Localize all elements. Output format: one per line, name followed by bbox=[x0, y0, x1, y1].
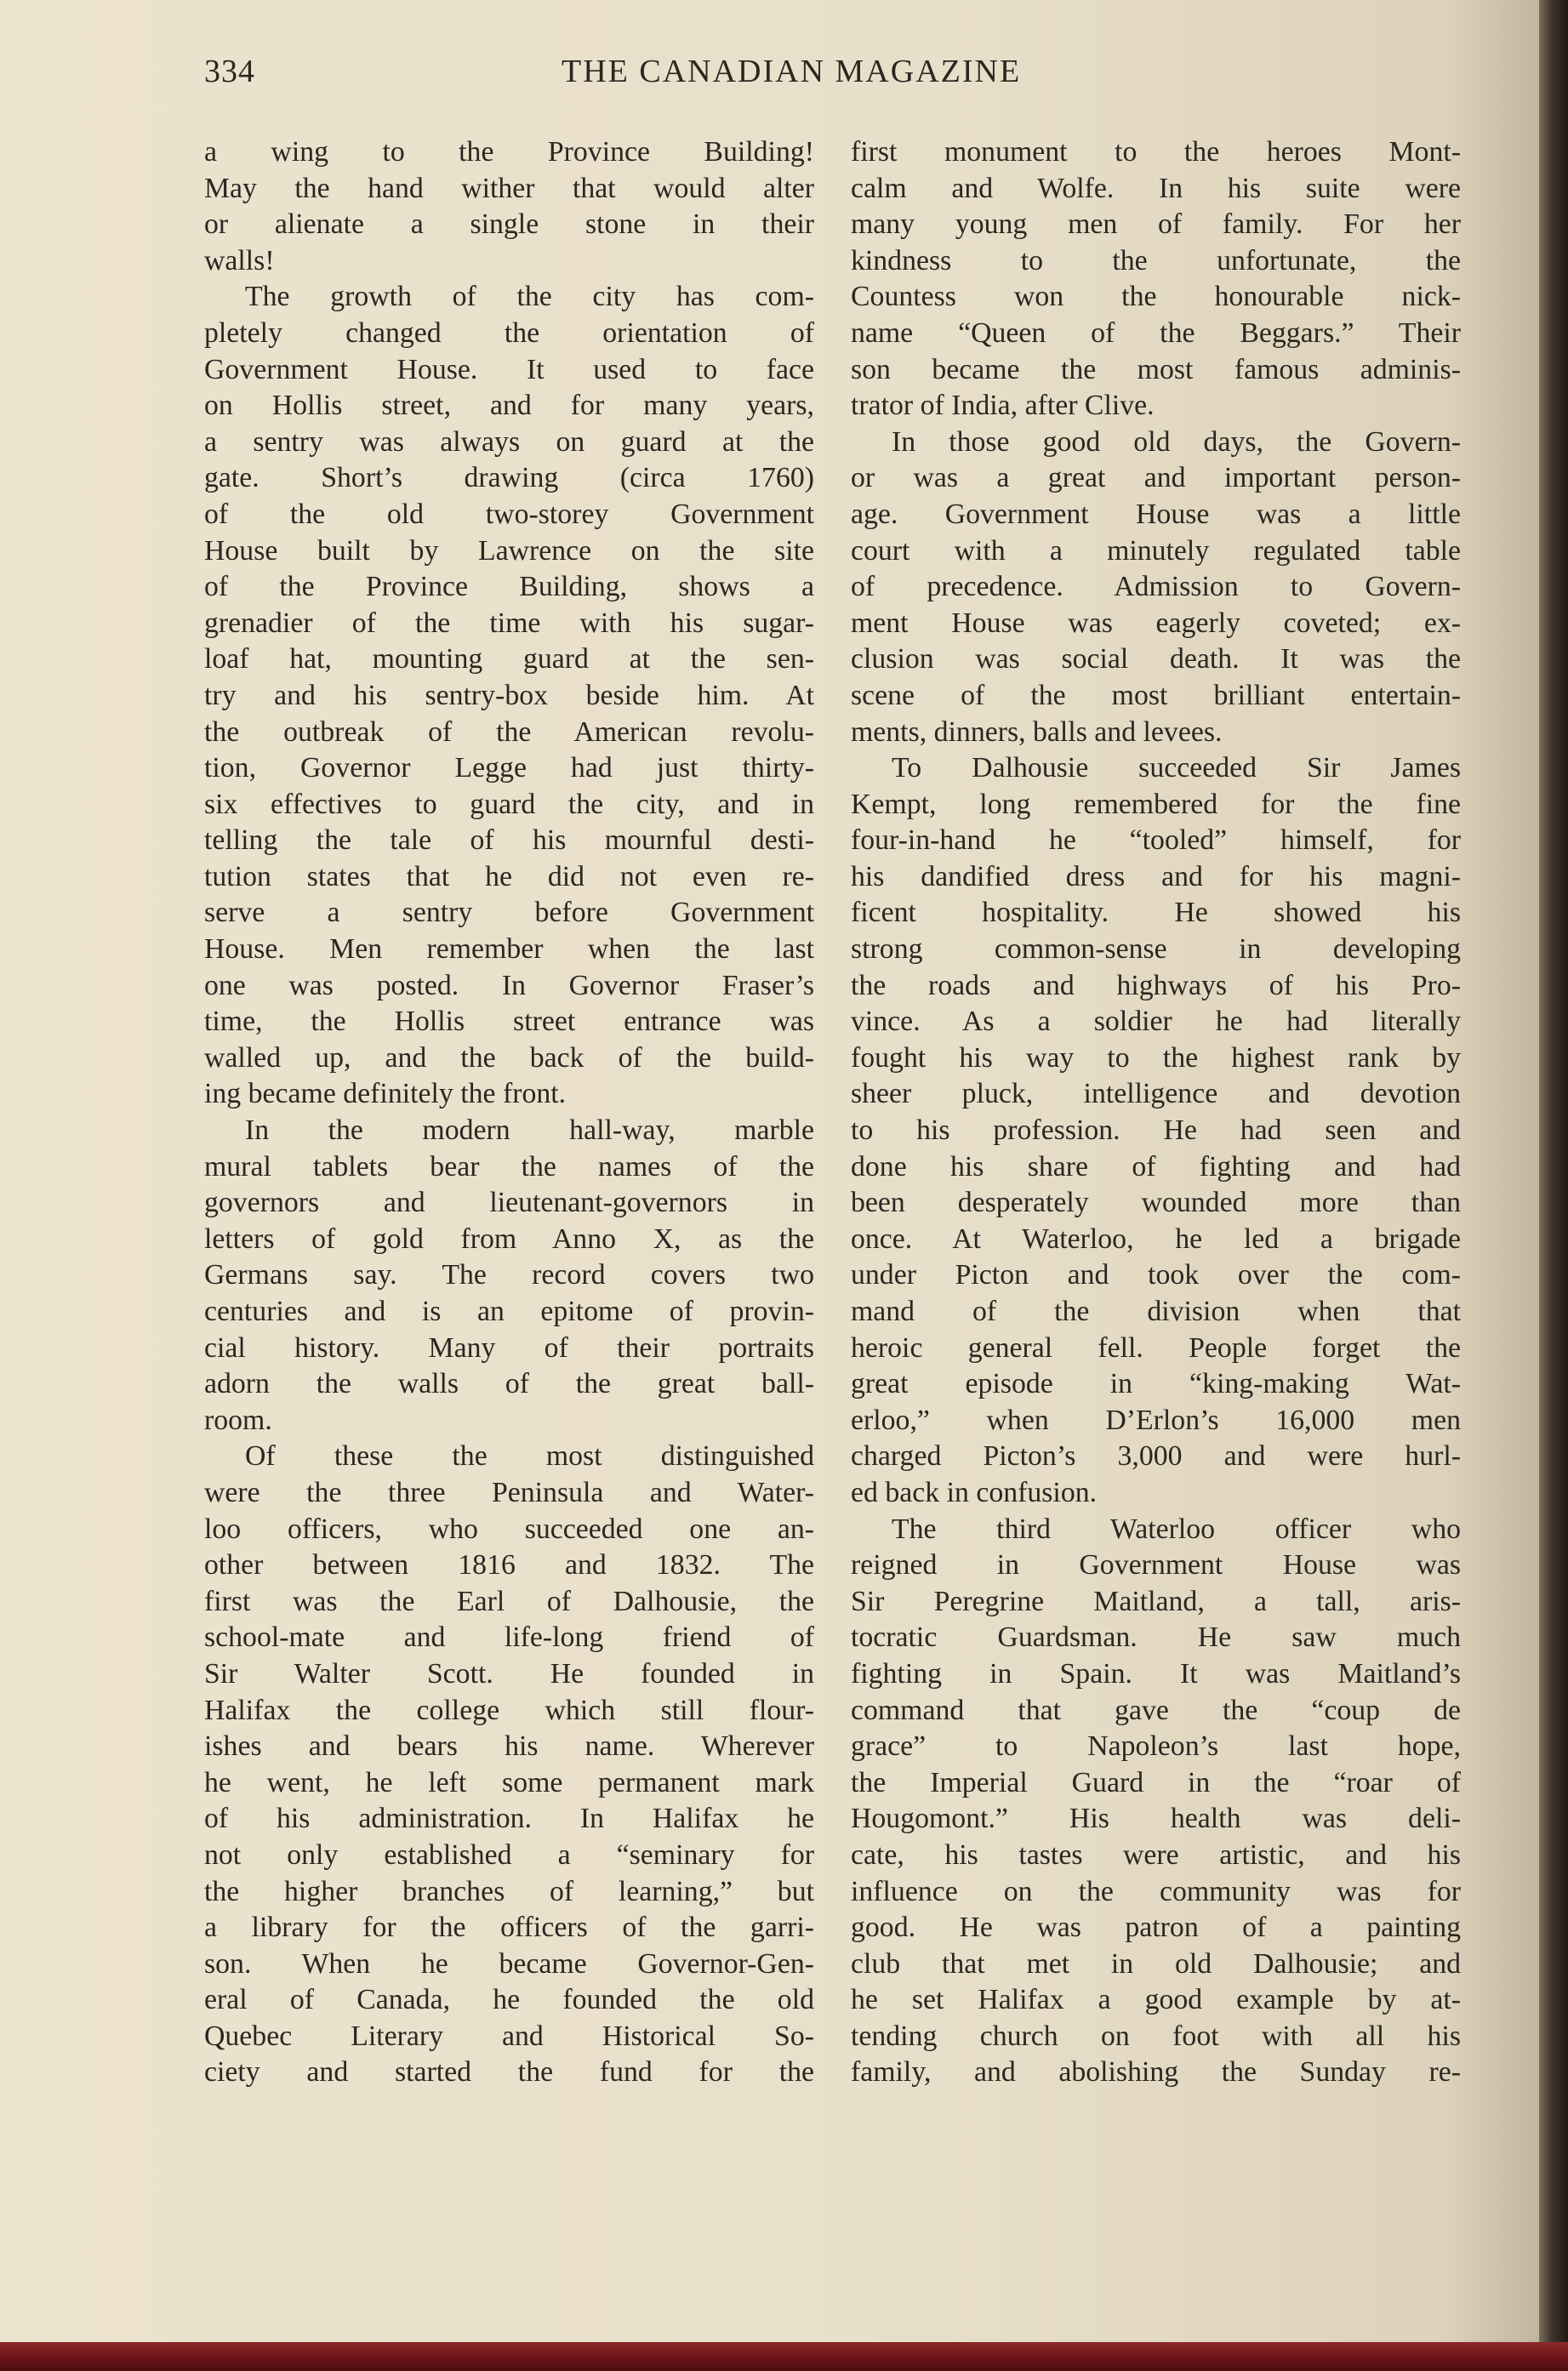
text-line: ficent hospitality. He showed his bbox=[851, 897, 1461, 929]
text-line: ment House was eagerly coveted; ex- bbox=[851, 607, 1461, 639]
text-line: ishes and bears his name. Wherever bbox=[204, 1730, 814, 1763]
text-line: not only established a “seminary for bbox=[204, 1838, 814, 1871]
text-line: the higher branches of learning,” but bbox=[204, 1875, 814, 1907]
text-line: adorn the walls of the great ball- bbox=[204, 1368, 814, 1400]
text-line: Halifax the college which still flour- bbox=[204, 1694, 814, 1726]
book-spine-edge bbox=[1539, 0, 1568, 2371]
text-line: school-mate and life-long friend of bbox=[204, 1622, 814, 1654]
text-line: four-in-hand he “tooled” himself, for bbox=[851, 824, 1461, 857]
text-line: grenadier of the time with his sugar- bbox=[204, 607, 814, 639]
text-line: or was a great and important person- bbox=[851, 462, 1461, 494]
text-line: mural tablets bear the names of the bbox=[204, 1150, 814, 1183]
text-line: of precedence. Admission to Govern- bbox=[851, 571, 1461, 603]
text-line: of his administration. In Halifax he bbox=[204, 1803, 814, 1835]
text-line: trator of India, after Clive. bbox=[851, 390, 1155, 422]
text-line: cial history. Many of their portraits bbox=[204, 1331, 814, 1364]
text-line: walled up, and the back of the build- bbox=[204, 1041, 814, 1074]
text-line: of the Province Building, shows a bbox=[204, 571, 814, 603]
text-line: Government House. It used to face bbox=[204, 353, 814, 385]
left-text-column bbox=[204, 134, 814, 2091]
text-line: good. He was patron of a painting bbox=[851, 1912, 1461, 1944]
text-line: charged Picton’s 3,000 and were hurl- bbox=[851, 1440, 1461, 1473]
text-line: Quebec Literary and Historical So- bbox=[204, 2020, 814, 2052]
text-line: House built by Lawrence on the site bbox=[204, 534, 814, 567]
text-line: many young men of family. For her bbox=[851, 208, 1461, 241]
text-line: try and his sentry-box beside him. At bbox=[204, 679, 814, 711]
text-line: reigned in Government House was bbox=[851, 1549, 1461, 1582]
text-line: room. bbox=[204, 1404, 272, 1436]
text-line: club that met in old Dalhousie; and bbox=[851, 1947, 1461, 1980]
text-line: on Hollis street, and for many years, bbox=[204, 390, 814, 422]
text-line: governors and lieutenant-governors in bbox=[204, 1187, 814, 1219]
text-line: cate, his tastes were artistic, and his bbox=[851, 1838, 1461, 1871]
text-line: tending church on foot with all his bbox=[851, 2020, 1461, 2052]
text-line: Sir Walter Scott. He founded in bbox=[204, 1657, 814, 1690]
text-line: loaf hat, mounting guard at the sen- bbox=[204, 643, 814, 675]
text-line: were the three Peninsula and Water- bbox=[204, 1476, 814, 1508]
text-line: The third Waterloo officer who bbox=[892, 1513, 1461, 1545]
text-line: Sir Peregrine Maitland, a tall, aris- bbox=[851, 1585, 1461, 1617]
text-line: erloo,” when D’Erlon’s 16,000 men bbox=[851, 1404, 1461, 1436]
text-line: ing became definitely the front. bbox=[204, 1078, 567, 1110]
text-line: under Picton and took over the com- bbox=[851, 1259, 1461, 1291]
text-line: age. Government House was a little bbox=[851, 498, 1461, 530]
text-line: fighting in Spain. It was Maitland’s bbox=[851, 1657, 1461, 1690]
text-line: centuries and is an epitome of provin- bbox=[204, 1296, 814, 1327]
text-line: son became the most famous adminis- bbox=[851, 353, 1461, 385]
text-line: ments, dinners, balls and levees. bbox=[851, 715, 1223, 748]
text-line: influence on the community was for bbox=[851, 1875, 1461, 1907]
text-line: six effectives to guard the city, and in bbox=[204, 788, 814, 820]
text-line: of the old two-storey Government bbox=[204, 498, 814, 530]
text-line: the outbreak of the American revolu- bbox=[204, 715, 814, 748]
text-line: Germans say. The record covers two bbox=[204, 1259, 814, 1291]
running-title: THE CANADIAN MAGAZINE bbox=[562, 54, 1022, 89]
text-line: strong common-sense in developing bbox=[851, 933, 1461, 966]
text-line: tution states that he did not even re- bbox=[204, 860, 814, 892]
text-line: name “Queen of the Beggars.” Their bbox=[851, 316, 1461, 349]
text-line: Hougomont.” His health was deli- bbox=[851, 1803, 1461, 1835]
text-line: court with a minutely regulated table bbox=[851, 534, 1461, 567]
text-line: ciety and started the fund for the bbox=[204, 2056, 814, 2089]
text-line: one was posted. In Governor Fraser’s bbox=[204, 969, 814, 1001]
text-line: or alienate a single stone in their bbox=[204, 208, 814, 241]
text-line: a wing to the Province Building! bbox=[204, 136, 814, 168]
text-line: ed back in confusion. bbox=[851, 1476, 1098, 1508]
text-line: telling the tale of his mournful desti- bbox=[204, 824, 814, 857]
text-line: sheer pluck, intelligence and devotion bbox=[851, 1078, 1461, 1110]
text-line: tion, Governor Legge had just thirty- bbox=[204, 752, 814, 784]
text-line: to his profession. He had seen and bbox=[851, 1114, 1461, 1147]
text-line: scene of the most brilliant entertain- bbox=[851, 679, 1461, 711]
text-line: clusion was social death. It was the bbox=[851, 643, 1461, 675]
text-line: House. Men remember when the last bbox=[204, 933, 814, 966]
text-line: he set Halifax a good example by at- bbox=[851, 1984, 1461, 2016]
text-line: In those good old days, the Govern- bbox=[892, 425, 1461, 458]
text-line: walls! bbox=[204, 244, 275, 276]
text-line: great episode in “king-making Wat- bbox=[851, 1368, 1461, 1400]
text-line: he went, he left some permanent mark bbox=[204, 1766, 814, 1798]
text-line: Countess won the honourable nick- bbox=[851, 281, 1461, 313]
text-line: a sentry was always on guard at the bbox=[204, 425, 814, 458]
text-line: kindness to the unfortunate, the bbox=[851, 244, 1461, 276]
text-line: loo officers, who succeeded one an- bbox=[204, 1513, 814, 1545]
text-line: Kempt, long remembered for the fine bbox=[851, 788, 1461, 820]
text-line: his dandified dress and for his magni- bbox=[851, 860, 1461, 892]
text-line: grace” to Napoleon’s last hope, bbox=[851, 1730, 1461, 1763]
text-line: son. When he became Governor-Gen- bbox=[204, 1947, 814, 1980]
text-line: serve a sentry before Government bbox=[204, 897, 814, 929]
text-line: the roads and highways of his Pro- bbox=[851, 969, 1461, 1001]
text-line: fought his way to the highest rank by bbox=[851, 1041, 1461, 1074]
text-line: mand of the division when that bbox=[851, 1296, 1461, 1327]
text-line: done his share of fighting and had bbox=[851, 1150, 1461, 1183]
text-line: May the hand wither that would alter bbox=[204, 172, 814, 204]
text-line: family, and abolishing the Sunday re- bbox=[851, 2056, 1461, 2089]
page-number: 334 bbox=[204, 54, 255, 89]
text-line: time, the Hollis street entrance was bbox=[204, 1006, 814, 1038]
text-line: pletely changed the orientation of bbox=[204, 316, 814, 349]
text-line: letters of gold from Anno X, as the bbox=[204, 1223, 814, 1255]
text-line: first monument to the heroes Mont- bbox=[851, 136, 1461, 168]
text-line: The growth of the city has com- bbox=[245, 281, 814, 313]
text-line: gate. Short’s drawing (circa 1760) bbox=[204, 462, 814, 494]
text-line: Of these the most distinguished bbox=[245, 1440, 814, 1473]
text-line: heroic general fell. People forget the bbox=[851, 1331, 1461, 1364]
text-line: calm and Wolfe. In his suite were bbox=[851, 172, 1461, 204]
text-line: other between 1816 and 1832. The bbox=[204, 1549, 814, 1582]
right-text-column bbox=[851, 134, 1461, 2091]
text-line: command that gave the “coup de bbox=[851, 1694, 1461, 1726]
text-line: first was the Earl of Dalhousie, the bbox=[204, 1585, 814, 1617]
text-line: In the modern hall-way, marble bbox=[245, 1114, 814, 1147]
text-line: a library for the officers of the garri- bbox=[204, 1912, 814, 1944]
text-line: tocratic Guardsman. He saw much bbox=[851, 1622, 1461, 1654]
page-header bbox=[204, 53, 1457, 104]
text-line: the Imperial Guard in the “roar of bbox=[851, 1766, 1461, 1798]
text-line: To Dalhousie succeeded Sir James bbox=[892, 752, 1461, 784]
text-line: once. At Waterloo, he led a brigade bbox=[851, 1223, 1461, 1255]
text-line: eral of Canada, he founded the old bbox=[204, 1984, 814, 2016]
book-cover-edge bbox=[0, 2342, 1568, 2371]
text-line: vince. As a soldier he had literally bbox=[851, 1006, 1461, 1038]
text-line: been desperately wounded more than bbox=[851, 1187, 1461, 1219]
